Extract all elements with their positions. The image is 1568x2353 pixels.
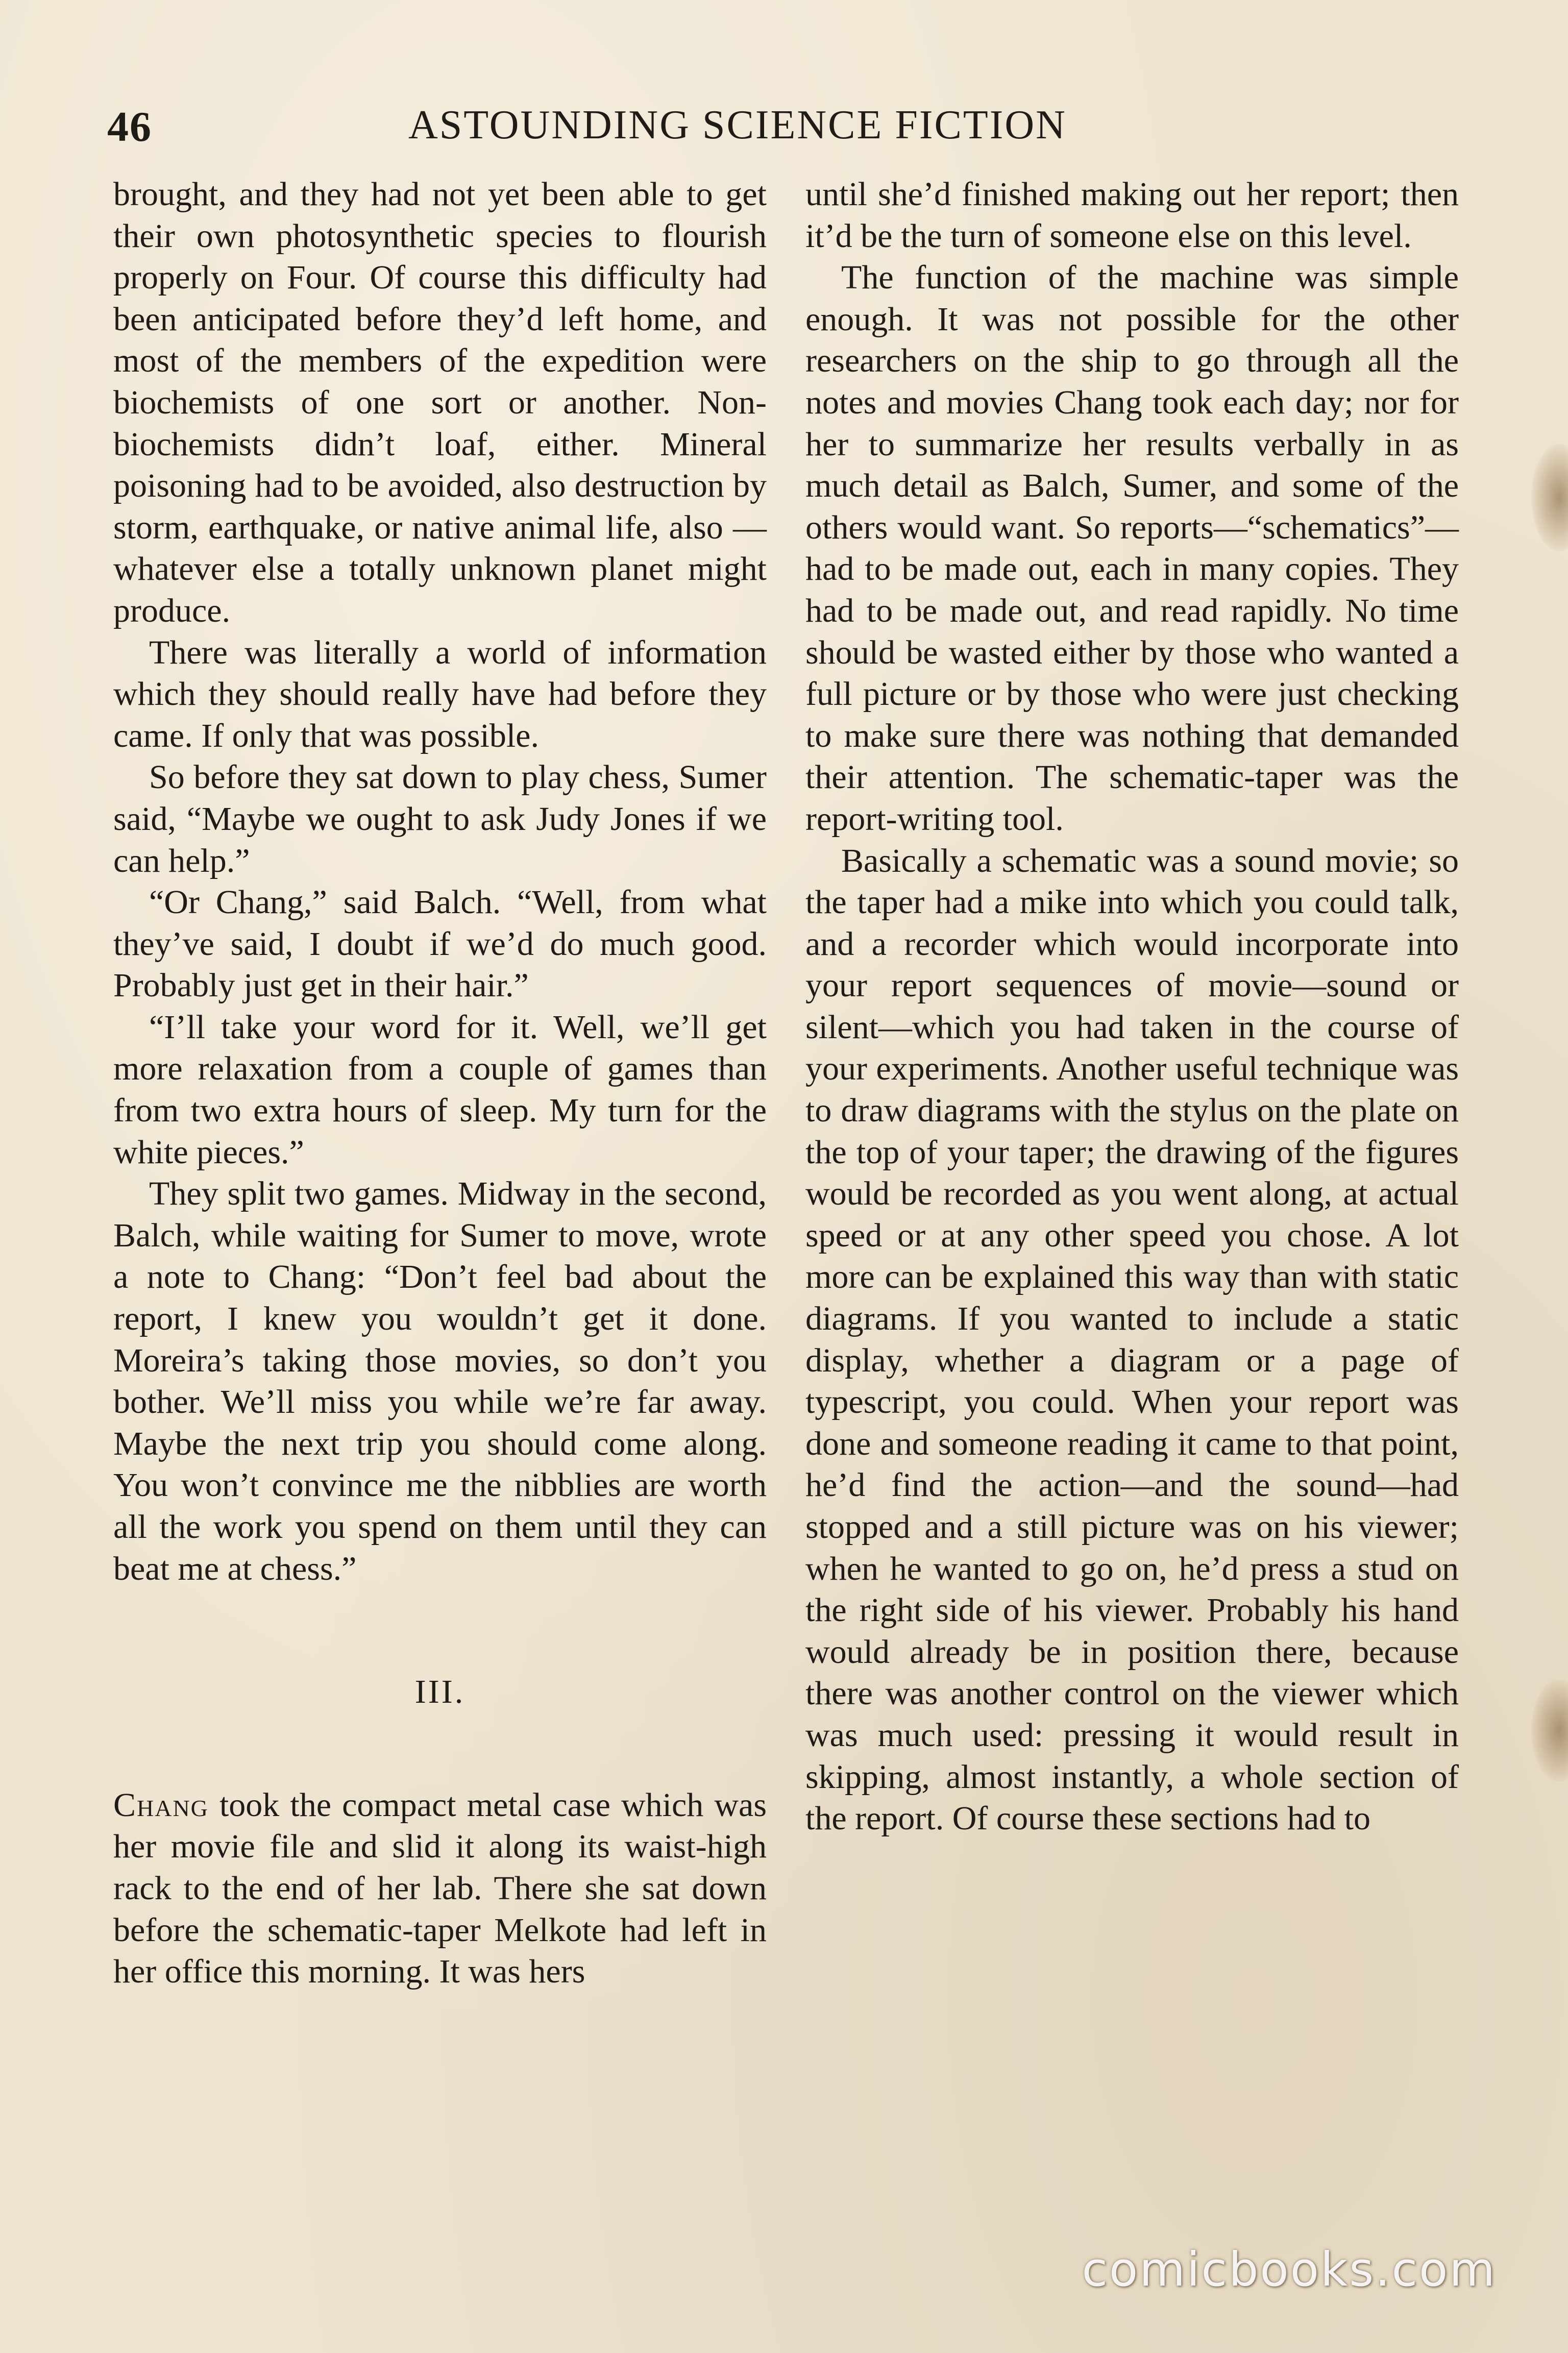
page-stain-lower (1531, 1679, 1568, 1781)
page-stain-upper (1531, 444, 1568, 551)
paragraph: Basically a schematic was a sound movie; so the taper had a mike into which you could talk, and a recorder which would incorporate into your report sequences of movie—sound or silent—which you had taken in the course of your experiments. Another useful technique was to draw diagrams with the stylus on the plate on the top of your taper; the drawing of the figures would be recorded as you went along, at actual speed or at any other speed you chose. A lot more can be explained this way than with static diagrams. If you wanted to include a static display, whether a diagram or a page of typescript, you could. When your report was done and someone reading it came to that point, he’d find the action—and the sound—had stopped and a still picture was on his viewer; when he wanted to go on, he’d press a stud on the right side of his viewer. Probably his hand would already be in position there, because there was another control on the viewer which was much used: pressing it would result in skipping, almost instantly, a whole section of the report. Of course these sections had to (805, 842, 1459, 1837)
running-title: ASTOUNDING SCIENCE FICTION (408, 103, 1067, 148)
right-column (805, 174, 1459, 1840)
page-header (107, 102, 1455, 158)
paragraph: The function of the machine was simple enough. It was not possible for the other researchers on the ship to go through all the notes and movies Chang took each day; nor for her to summarize her results verbally in as much detail as Balch, Sumer, and some of the others would want. So reports—“schematics”—had to be made out, each in many copies. They had to be made out, and read rapidly. No time should be wasted either by those who wanted a full picture or by those who were just checking to make sure there was nothing that demanded their attention. The schematic-taper was the report-writing tool. (805, 259, 1459, 838)
paragraph: There was literally a world of information which they should really have had before they came. If only that was possible. (113, 633, 767, 754)
paragraph (113, 1784, 767, 1993)
paragraph: “Or Chang,” said Balch. “Well, from what they’ve said, I doubt if we’d do much good. Probably just get in their hair.” (113, 884, 767, 1004)
watermark: comicbooks.com (1082, 2242, 1497, 2297)
left-column (113, 174, 767, 1993)
paragraph: They split two games. Midway in the second, Balch, while waiting for Sumer to move, wrote a note to Chang: “Don’t feel bad about the report, I knew you wouldn’t get it done. Moreira’s taking those movies, so don’t you bother. We’ll miss you while we’re far away. Maybe the next trip you should come along. You won’t convince me the nibblies are worth all the work you spend on them until they can beat me at chess.” (113, 1175, 767, 1587)
page-number: 46 (107, 103, 152, 151)
section-heading: III. (414, 1673, 465, 1711)
paragraph: brought, and they had not yet been able to get their own photosynthetic species to flourish properly on Four. Of course this difficulty had been anticipated before they’d left home, and most of the members of the expedition were biochemists of one sort or another. Non-biochemists didn’t loaf, either. Mineral poisoning had to be avoided, also destruction by storm, earthquake, or native animal life, also —whatever else a totally unknown planet might produce. (113, 176, 767, 629)
paragraph: until she’d finished making out her report; then it’d be the turn of someone else on this level. (805, 176, 1459, 255)
paragraph: “I’ll take your word for it. Well, we’ll get more relaxation from a couple of games than from two extra hours of sleep. My turn for the white pieces.” (113, 1008, 767, 1171)
paragraph-text: took the compact metal case which was her movie file and slid it along its waist-high rack to the end of her lab. There she sat down before the schematic-taper Melkote had left in her office this morning. It was hers (113, 1786, 767, 1991)
paragraph: So before they sat down to play chess, Sumer said, “Maybe we ought to ask Judy Jones if we can help.” (113, 758, 767, 879)
paragraph-lead-word: Chang (113, 1786, 209, 1824)
